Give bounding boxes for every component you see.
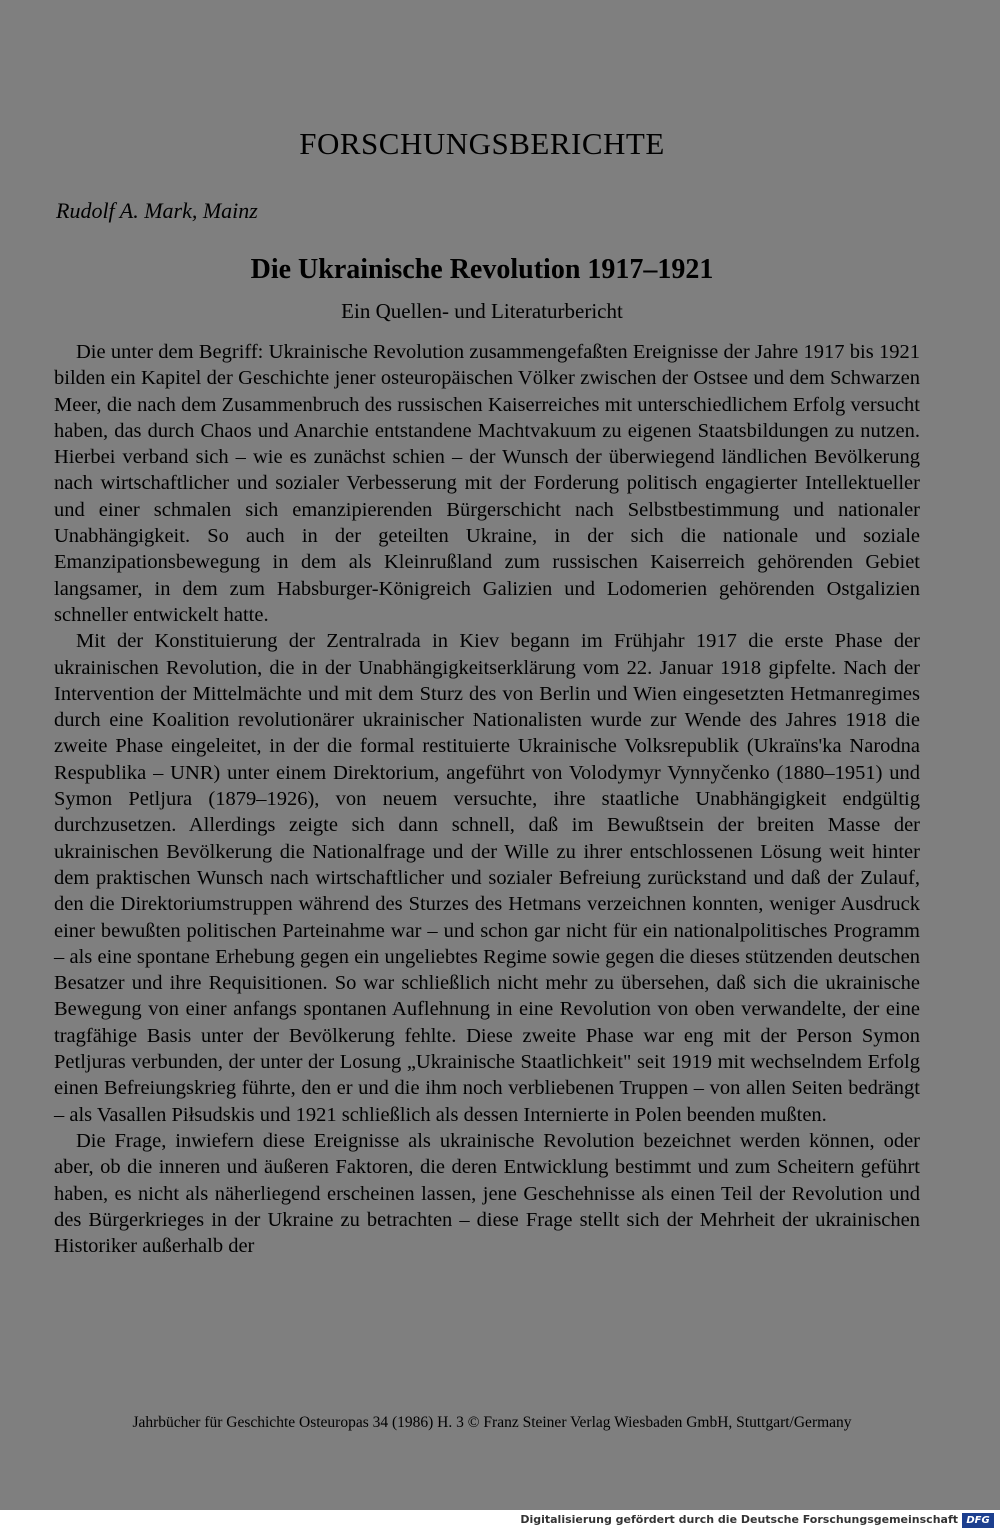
article-title: Die Ukrainische Revolution 1917–1921: [250, 254, 714, 285]
article-subtitle: Ein Quellen- und Literaturbericht: [341, 299, 623, 323]
article-body: [54, 339, 920, 1259]
journal-footer: Jahrbücher für Geschichte Osteuropas 34 (1986) H. 3 © Franz Steiner Verlag Wiesbaden GmbH, Stuttgart/Germany: [132, 1414, 852, 1431]
paragraph-3: Die Frage, inwiefern diese Ereignisse als ukrainische Revolution bezeichnet werden können, oder aber, ob die inneren und äußeren Faktoren, die deren Entwicklung bestimmt und zum Scheitern geführt haben, es nicht als näherliegend erscheinen lassen, jene Geschehnisse als einen Teil der Revolution und des Bürgerkrieges in der Ukraine zu betrachten – diese Frage stellt sich der Mehrheit der ukrainischen Historiker außerhalb der: [54, 1129, 920, 1258]
author-line: Rudolf A. Mark, Mainz: [56, 198, 258, 223]
digitization-note: Digitalisierung gefördert durch die Deutsche Forschungsgemeinschaft: [520, 1513, 958, 1526]
section-heading: FORSCHUNGSBERICHTE: [299, 126, 665, 161]
dfg-logo: DFG: [962, 1513, 994, 1528]
paragraph-1: Die unter dem Begriff: Ukrainische Revolution zusammengefaßten Ereignisse der Jahre 1917 bis 1921 bilden ein Kapitel der Geschichte jener osteuropäischen Völker zwischen der Ostsee und dem Schwarzen Meer, die nach dem Zusammenbruch des russischen Kaiserreiches mit unterschiedlichem Erfolg versucht haben, das durch Chaos und Anarchie entstandene Machtvakuum zu eigenen Staatsbildungen zu nutzen. Hierbei verband sich – wie es zunächst schien – der Wunsch der überwiegend ländlichen Bevölkerung nach wirtschaftlicher und sozialer Verbesserung mit der Forderung politisch engagierter Intellektueller und einer schmalen sich emanzipierenden Bürgerschicht nach Selbstbestimmung und nationaler Unabhängigkeit. So auch in der geteilten Ukraine, in der sich die nationale und soziale Emanzipationsbewegung in dem als Kleinrußland zum russischen Kaiserreich gehörenden Gebiet langsamer, in dem zum Habsburger-Königreich Galizien und Lodomerien gehörenden Ostgalizien schneller entwickelt hatte.: [54, 341, 920, 626]
paragraph-2: Mit der Konstituierung der Zentralrada in Kiev begann im Frühjahr 1917 die erste Phase der ukrainischen Revolution, die in der Unabhängigkeitserklärung vom 22. Januar 1918 gipfelte. Nach der Intervention der Mittelmächte und mit dem Sturz des von Berlin und Wien eingesetzten Hetmanregimes durch eine Koalition revolutionärer ukrainischer Nationalisten wurde zur Wende des Jahres 1918 die zweite Phase eingeleitet, in der die formal restituierte Ukrainische Volksrepublik (Ukraïns'ka Narodna Respublika – UNR) unter einem Direktorium, angeführt von Volodymyr Vynnyčenko (1880–1951) und Symon Petljura (1879–1926), von neuem versuchte, ihre staatliche Unabhängigkeit endgültig durchzusetzen. Allerdings zeigte sich dann schnell, daß im Bewußtsein der breiten Masse der ukrainischen Bevölkerung die Nationalfrage und der Wille zu ihrer entschlossenen Lösung weit hinter dem praktischen Wunsch nach wirtschaftlicher und sozialer Befreiung zurückstand und daß der Zulauf, den die Direktoriumstruppen während des Sturzes des Hetmans verzeichnen konnten, weniger Ausdruck einer bewußten politischen Parteinahme war – und schon gar nicht für ein nationalpolitisches Programm – als eine spontane Erhebung gegen ein ungeliebtes Regime sowie gegen die dieses stützenden deutschen Besatzer und ihre Requisitionen. So war schließlich nicht mehr zu übersehen, daß sich die ukrainische Bewegung von einer anfangs spontanen Auflehnung in eine Revolution von oben verwandelte, der eine tragfähige Basis unter der Bevölkerung fehlte. Diese zweite Phase war eng mit der Person Symon Petljuras verbunden, der unter der Losung „Ukrainische Staatlichkeit" seit 1919 mit wechselndem Erfolg einen Befreiungskrieg führte, den er und die ihm noch verbliebenen Truppen – von allen Seiten bedrängt – als Vasallen Piłsudskis und 1921 schließlich als dessen Internierte in Polen beenden mußten.: [54, 630, 920, 1126]
digitization-bar: [0, 1510, 1000, 1532]
